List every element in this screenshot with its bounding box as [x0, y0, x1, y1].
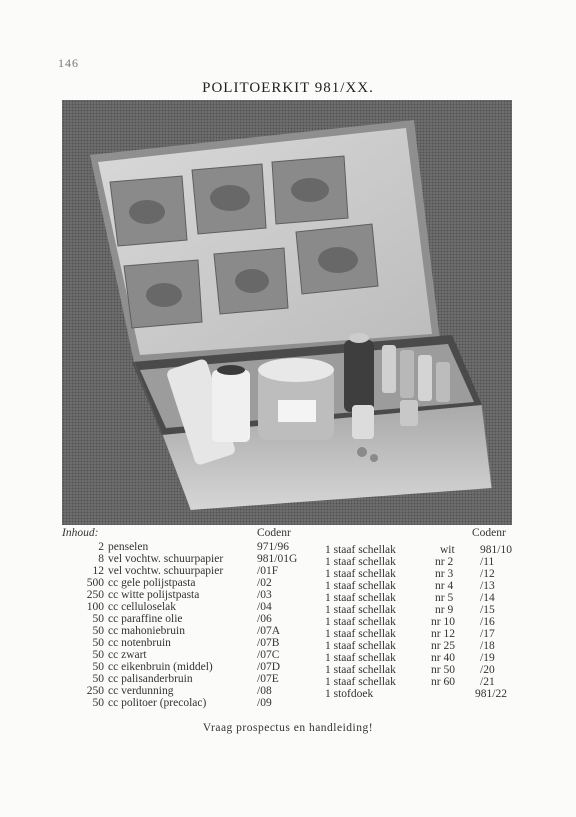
list-item: 1 staaf schellak nr 60 /21	[325, 676, 495, 688]
list-item: 250 cc verdunning /08	[86, 685, 272, 697]
list-item: 50 cc paraffine olie /06	[92, 613, 272, 625]
contents-label: Inhoud:	[62, 527, 99, 539]
list-item: 50 cc palisanderbruin /07E	[92, 673, 279, 685]
list-item: 50 cc zwart /07C	[92, 649, 280, 661]
list-item: 1 staaf schellak nr 2 /11	[325, 556, 495, 568]
footer-note: Vraag prospectus en handleiding!	[202, 722, 374, 734]
kit-box	[132, 333, 492, 510]
list-item: 1 stofdoek 981/22	[325, 688, 507, 700]
list-item: 1 staaf schellak nr 5 /14	[325, 592, 495, 604]
list-item: 1 staaf schellak nr 40 /19	[325, 652, 495, 664]
list-item: 1 staaf schellak nr 4 /13	[325, 580, 495, 592]
list-item: 50 cc mahoniebruin /07A	[92, 625, 280, 637]
list-item: 50 cc notenbruin /07B	[92, 637, 280, 649]
list-item: 50 cc politoer (precolac) /09	[92, 697, 272, 709]
list-item: 1 staaf schellak nr 12 /17	[325, 628, 495, 640]
list-item: 500 cc gele polijstpasta /02	[86, 577, 272, 589]
list-item: 50 cc eikenbruin (middel) /07D	[92, 661, 280, 673]
list-item: 2 penselen 971/96	[98, 541, 289, 553]
page-number: 146	[58, 56, 79, 70]
code-header-right: Codenr	[472, 527, 506, 539]
list-item: 1 staaf schellak nr 25 /18	[325, 640, 495, 652]
list-item: 1 staaf schellak nr 3 /12	[325, 568, 495, 580]
product-photo	[62, 100, 512, 525]
list-item: 250 cc witte polijstpasta /03	[86, 589, 272, 601]
page-title: POLITOERKIT 981/XX.	[202, 80, 374, 96]
list-item: 1 staaf schellak wit 981/10	[325, 544, 512, 556]
list-item: 1 staaf schellak nr 50 /20	[325, 664, 495, 676]
list-item: 100 cc celluloselak /04	[86, 601, 272, 613]
list-item: 1 staaf schellak nr 10 /16	[325, 616, 495, 628]
list-item: 1 staaf schellak nr 9 /15	[325, 604, 495, 616]
kit-lid	[90, 120, 440, 362]
list-item: 8 vel vochtw. schuurpapier 981/01G	[98, 553, 298, 565]
code-header-left: Codenr	[257, 527, 291, 539]
list-item: 12 vel vochtw. schuurpapier /01F	[92, 565, 279, 577]
